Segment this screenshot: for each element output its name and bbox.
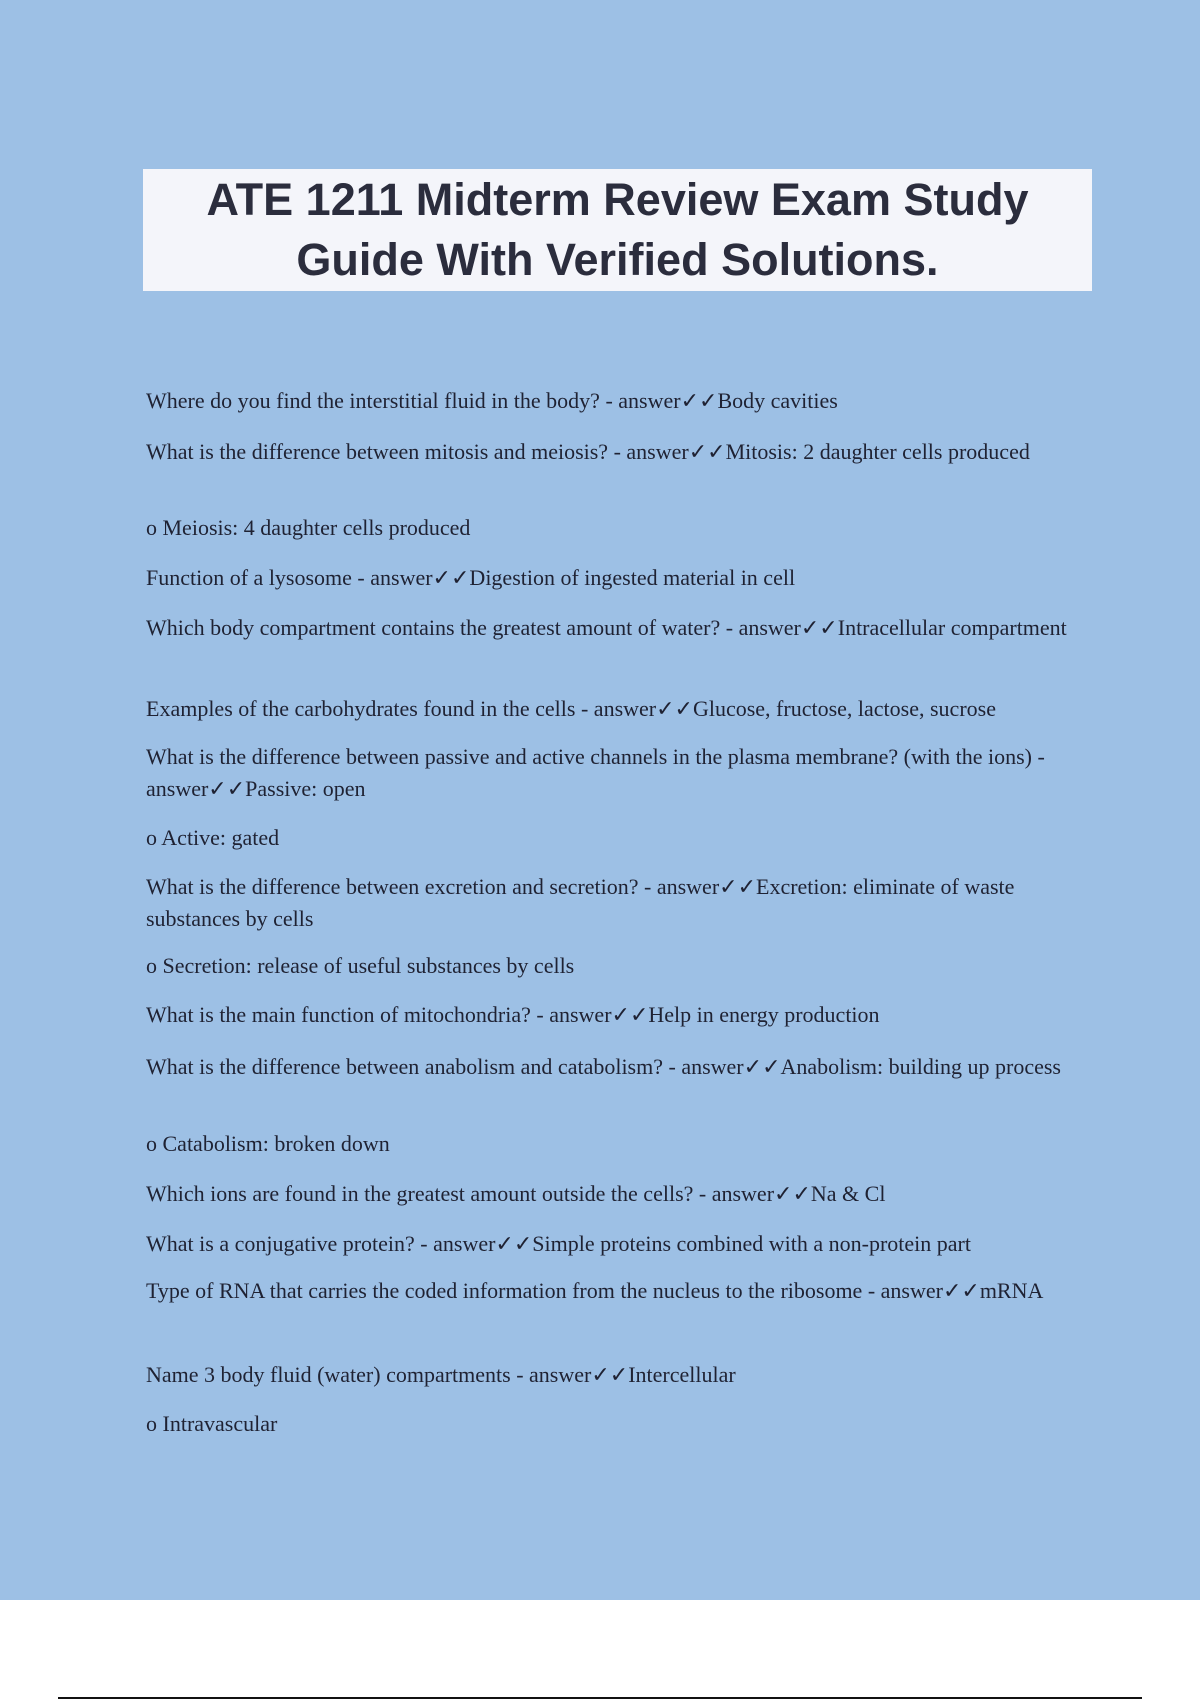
qa-line-conjugative-protein: What is a conjugative protein? - answer✓✓Simple proteins combined with a non-protein part — [146, 1231, 971, 1256]
qa-line-rna-type: Type of RNA that carries the coded information from the nucleus to the ribosome - answer✓✓mRNA — [146, 1278, 1044, 1303]
qa-line-anabolism-catabolism: What is the difference between anabolism and catabolism? - answer✓✓Anabolism: building up process — [146, 1054, 1061, 1079]
qa-line-catabolism-sub: o Catabolism: broken down — [146, 1131, 390, 1156]
footer-divider — [58, 1697, 1142, 1699]
qa-line-intravascular-sub: o Intravascular — [146, 1411, 278, 1436]
title-banner — [143, 169, 1092, 291]
qa-line-fluid-compartments: Name 3 body fluid (water) compartments - answer✓✓Intercellular — [146, 1362, 736, 1387]
qa-line-carbohydrates: Examples of the carbohydrates found in the cells - answer✓✓Glucose, fructose, lactose, sucrose — [146, 696, 996, 721]
qa-line-meiosis-sub: o Meiosis: 4 daughter cells produced — [146, 515, 471, 540]
qa-line-lysosome: Function of a lysosome - answer✓✓Digestion of ingested material in cell — [146, 565, 796, 590]
qa-line-passive-active-channels: What is the difference between passive and active channels in the plasma membrane? (with the ions) - answer✓✓Passive: open — [146, 744, 1045, 801]
qa-line-ions-outside: Which ions are found in the greatest amount outside the cells? - answer✓✓Na & Cl — [146, 1181, 886, 1206]
qa-line-mitosis-meiosis: What is the difference between mitosis and meiosis? - answer✓✓Mitosis: 2 daughter cells produced — [146, 439, 1030, 464]
page-title: ATE 1211 Midterm Review Exam Study Guide With Verified Solutions. — [206, 174, 1029, 285]
qa-line-water-compartment: Which body compartment contains the greatest amount of water? - answer✓✓Intracellular compartment — [146, 615, 1067, 640]
qa-line-secretion-sub: o Secretion: release of useful substances by cells — [146, 953, 575, 978]
qa-line-active-sub: o Active: gated — [146, 825, 280, 850]
qa-line-interstitial-fluid: Where do you find the interstitial fluid in the body? - answer✓✓Body cavities — [146, 388, 838, 413]
qa-line-excretion-secretion: What is the difference between excretion and secretion? - answer✓✓Excretion: eliminate of waste substances by cells — [146, 874, 1015, 931]
qa-line-mitochondria: What is the main function of mitochondria? - answer✓✓Help in energy production — [146, 1002, 880, 1027]
